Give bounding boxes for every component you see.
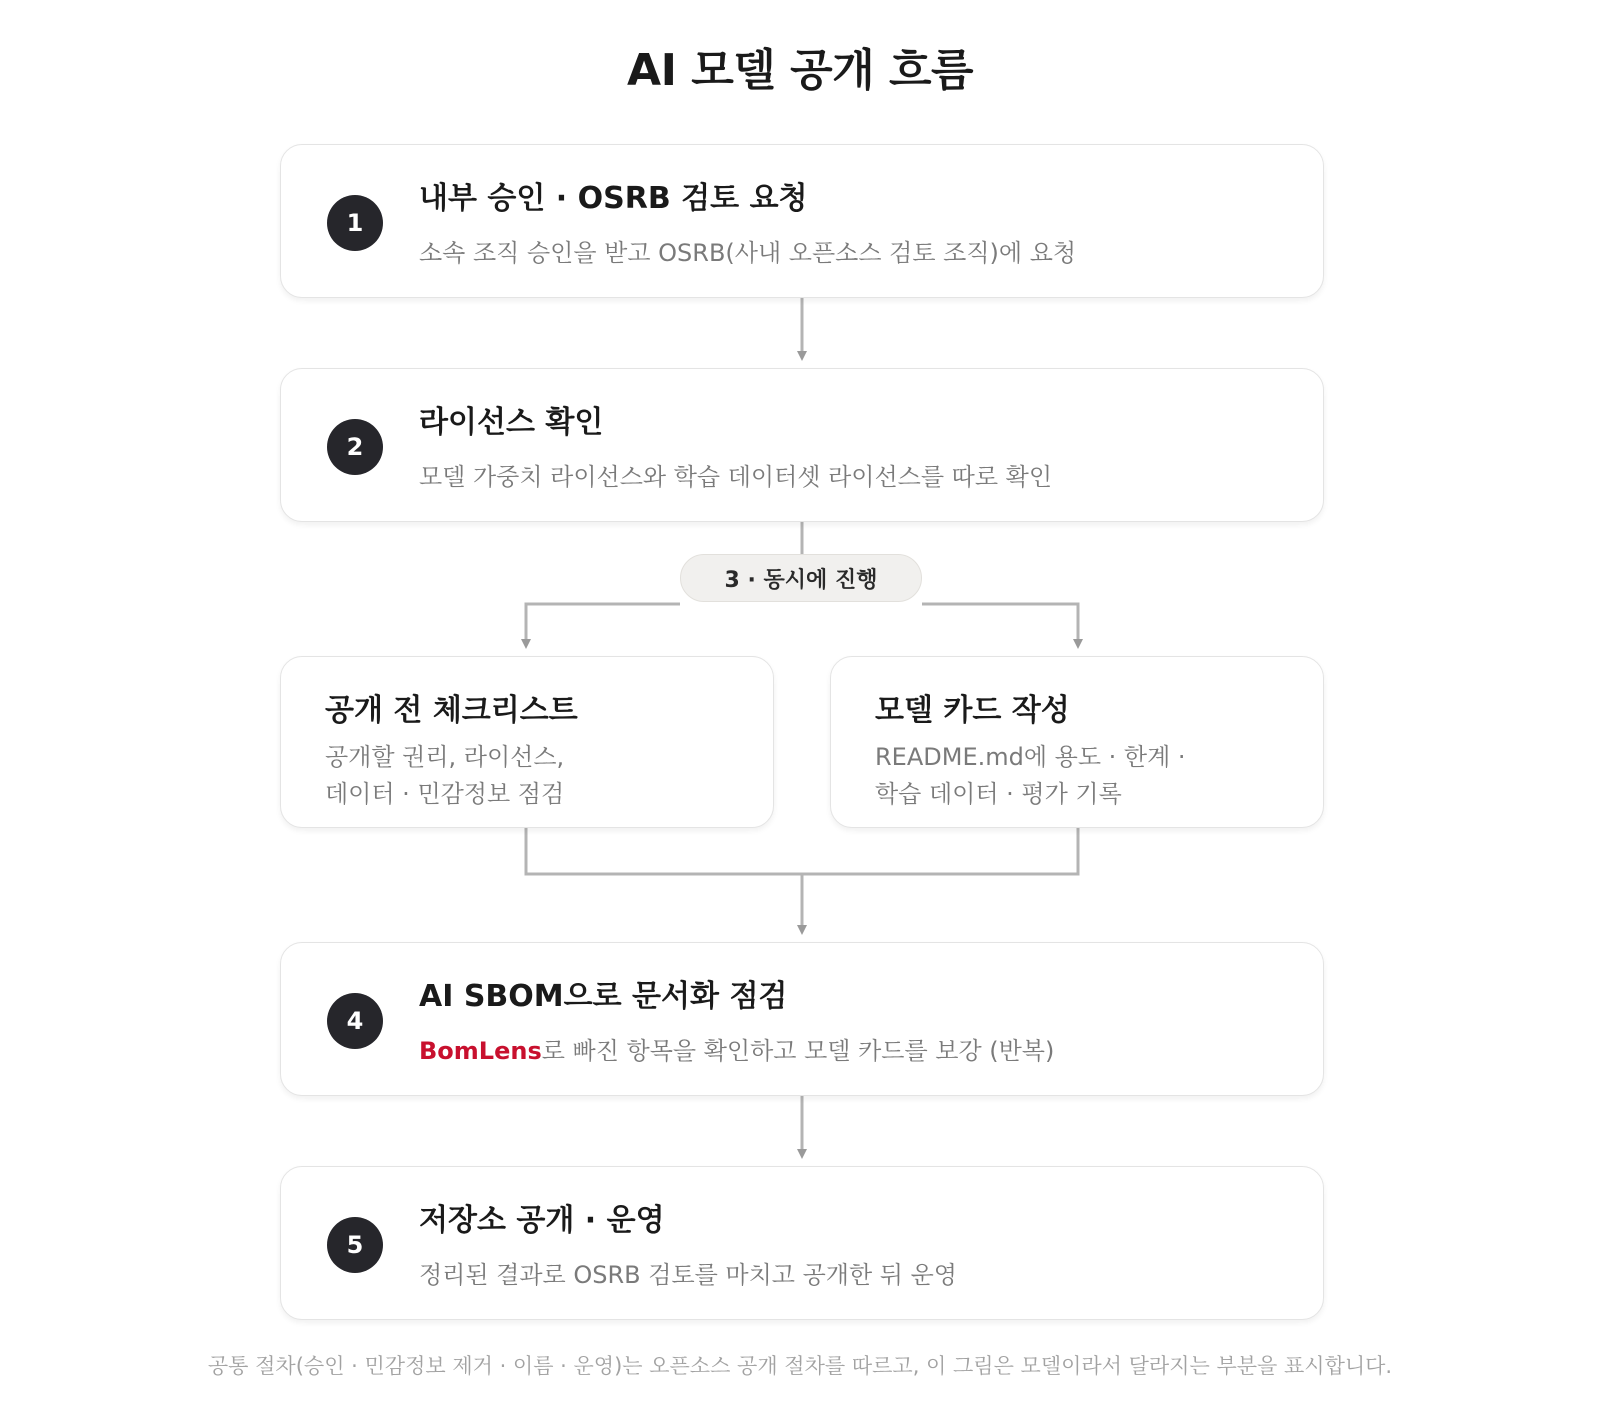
step-number-badge: 5 bbox=[327, 1217, 383, 1273]
step-description-rest: 로 빠진 항목을 확인하고 모델 카드를 보강 (반복) bbox=[541, 1037, 1055, 1065]
substep-card-checklist bbox=[280, 656, 774, 828]
step-description: 모델 가중치 라이선스와 학습 데이터셋 라이선스를 따로 확인 bbox=[419, 463, 1053, 491]
step-description bbox=[419, 1031, 1054, 1066]
step-number-badge: 4 bbox=[327, 993, 383, 1049]
substep-title: 공개 전 체크리스트 bbox=[325, 693, 578, 728]
step-description: 정리된 결과로 OSRB 검토를 마치고 공개한 뒤 운영 bbox=[419, 1261, 957, 1289]
step-title: 내부 승인 · OSRB 검토 요청 bbox=[419, 181, 808, 216]
step-title: AI SBOM으로 문서화 점검 bbox=[419, 979, 788, 1014]
substep-description-line: README.md에 용도 · 한계 · bbox=[875, 743, 1186, 771]
page-title: AI 모델 공개 흐름 bbox=[627, 45, 973, 96]
step-number-badge: 1 bbox=[327, 195, 383, 251]
substep-card-model-card bbox=[830, 656, 1324, 828]
substep-title: 모델 카드 작성 bbox=[875, 693, 1070, 728]
substep-description bbox=[325, 739, 564, 813]
step-title: 라이선스 확인 bbox=[419, 405, 604, 440]
step-card-1 bbox=[280, 144, 1324, 298]
step-description: 소속 조직 승인을 받고 OSRB(사내 오픈소스 검토 조직)에 요청 bbox=[419, 239, 1077, 267]
step-title: 저장소 공개 · 운영 bbox=[419, 1203, 665, 1238]
substep-description bbox=[875, 739, 1186, 813]
step-card-2 bbox=[280, 368, 1324, 522]
substep-description-line: 공개할 권리, 라이선스, bbox=[325, 743, 565, 771]
split-left bbox=[526, 604, 680, 644]
merge-lines bbox=[526, 828, 1078, 874]
substep-description-line: 데이터 · 민감정보 점검 bbox=[325, 780, 565, 808]
bomlens-highlight: BomLens bbox=[419, 1037, 542, 1065]
step-card-4 bbox=[280, 942, 1324, 1096]
step-number-badge: 2 bbox=[327, 419, 383, 475]
parallel-step-label: 3 · 동시에 진행 bbox=[680, 554, 922, 602]
step-card-5 bbox=[280, 1166, 1324, 1320]
footnote: 공통 절차(승인 · 민감정보 제거 · 이름 · 운영)는 오픈소스 공개 절차를 따르고, 이 그림은 모델이라서 달라지는 부분을 표시합니다. bbox=[207, 1354, 1393, 1378]
split-right bbox=[922, 604, 1078, 644]
substep-description-line: 학습 데이터 · 평가 기록 bbox=[875, 780, 1122, 808]
